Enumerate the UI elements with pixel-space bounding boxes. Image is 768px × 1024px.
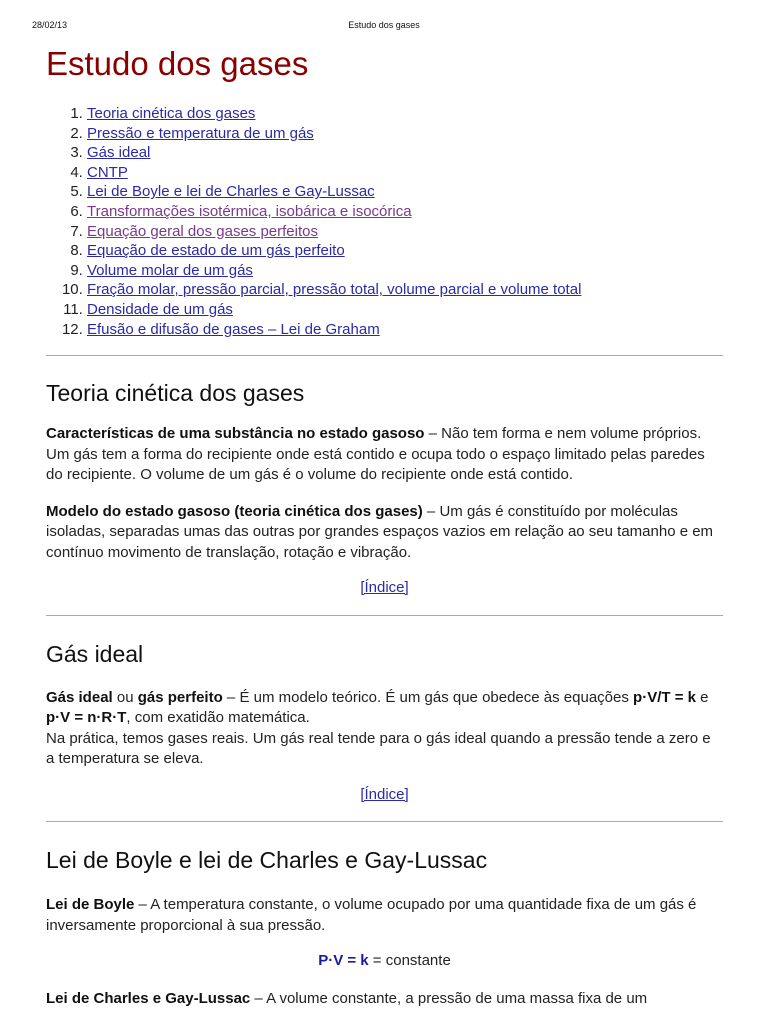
formula-text: = constante — [368, 952, 451, 970]
equation: p·V = n·R·T — [46, 709, 127, 727]
toc-item — [87, 280, 723, 300]
table-of-contents — [46, 104, 723, 339]
toc-link-teoria-cinetica[interactable]: Teoria cinética dos gases — [87, 105, 256, 122]
divider — [46, 355, 723, 356]
section-heading-lei-boyle: Lei de Boyle e lei de Charles e Gay-Lussac — [46, 847, 488, 874]
toc-item — [87, 124, 723, 144]
index-link-wrap — [46, 785, 723, 806]
paragraph-text: – A volume constante, a pressão de uma massa fixa de um — [250, 989, 648, 1007]
toc-item — [87, 182, 723, 202]
divider — [46, 615, 723, 616]
toc-item — [87, 202, 723, 222]
bold-term: Lei de Boyle — [46, 896, 135, 914]
toc-item — [87, 143, 723, 163]
toc-link-equacao-estado[interactable]: Equação de estado de um gás perfeito — [87, 242, 345, 260]
toc-link-gas-ideal[interactable]: Gás ideal — [87, 144, 151, 162]
paragraph-text: , com exatidão matemática. — [126, 709, 310, 727]
toc-item — [87, 261, 723, 281]
print-header — [32, 20, 736, 32]
index-link[interactable]: [Índice] — [360, 579, 409, 597]
toc-item — [87, 300, 723, 320]
bold-term: Lei de Charles e Gay-Lussac — [46, 989, 251, 1007]
toc-item — [87, 104, 723, 124]
toc-link-equacao-geral[interactable]: Equação geral dos gases perfeitos — [87, 222, 318, 240]
toc-link-fracao-molar[interactable]: Fração molar, pressão parcial, pressão total, volume parcial e volume total — [87, 281, 582, 299]
toc-link-volume-molar[interactable]: Volume molar de um gás — [87, 261, 253, 279]
toc-link-lei-boyle[interactable]: Lei de Boyle e lei de Charles e Gay-Lussac — [87, 183, 375, 201]
toc-item — [87, 320, 723, 340]
paragraph — [46, 502, 723, 564]
paragraph-text: e — [695, 688, 709, 706]
divider — [46, 821, 723, 822]
section-heading-gas-ideal: Gás ideal — [46, 640, 144, 667]
equation: p·V/T = k — [633, 688, 696, 706]
toc-item — [87, 241, 723, 261]
paragraph-text: – A temperatura constante, o volume ocupado por uma quantidade fixa de um gás é inversamente proporcional à sua pressão. — [46, 896, 697, 934]
index-link[interactable]: [Índice] — [360, 785, 409, 803]
bold-term: Gás ideal — [46, 688, 113, 706]
index-link-wrap — [46, 578, 723, 599]
paragraph-text: – Não tem forma e nem volume próprios. Um gás tem a forma do recipiente onde está contido e ocupa todo o espaço limitado pelas paredes do recipiente. O volume de um gás é o volume do recipiente onde está contido. — [46, 425, 705, 484]
toc-link-efusao-difusao[interactable]: Efusão e difusão de gases – Lei de Graham — [87, 320, 380, 338]
toc-link-densidade[interactable]: Densidade de um gás — [87, 300, 233, 318]
paragraph-text: – Um gás é constituído por moléculas isoladas, separadas umas das outras por grandes espaços vazios em relação ao seu tamanho e em contínuo movimento de translação, rotação e vibração. — [46, 502, 714, 561]
print-date: 28/02/13 — [32, 20, 68, 30]
paragraph-text: ou — [112, 688, 138, 706]
bold-term: gás perfeito — [137, 688, 223, 706]
bold-term: Modelo do estado gasoso (teoria cinética dos gases) — [46, 502, 423, 520]
formula — [46, 951, 723, 972]
paragraph — [46, 688, 723, 729]
paragraph — [46, 895, 723, 936]
toc-link-cntp[interactable]: CNTP — [87, 163, 128, 181]
print-title: Estudo dos gases — [348, 20, 420, 30]
toc-item — [87, 222, 723, 242]
toc-link-pressao-temperatura[interactable]: Pressão e temperatura de um gás — [87, 124, 314, 142]
toc-link-transformacoes[interactable]: Transformações isotérmica, isobárica e isocórica — [87, 202, 412, 220]
paragraph — [46, 989, 723, 1010]
document-body — [46, 44, 723, 1009]
paragraph: Na prática, temos gases reais. Um gás real tende para o gás ideal quando a pressão tende a zero e a temperatura se eleva. — [46, 729, 711, 768]
equation: P·V = k — [318, 952, 369, 970]
page-title: Estudo dos gases — [46, 45, 309, 82]
paragraph — [46, 424, 723, 486]
toc-item — [87, 163, 723, 183]
section-heading-teoria-cinetica: Teoria cinética dos gases — [46, 380, 305, 407]
paragraph-text: – É um modelo teórico. É um gás que obedece às equações — [222, 688, 634, 706]
bold-term: Características de uma substância no estado gasoso — [46, 425, 425, 443]
